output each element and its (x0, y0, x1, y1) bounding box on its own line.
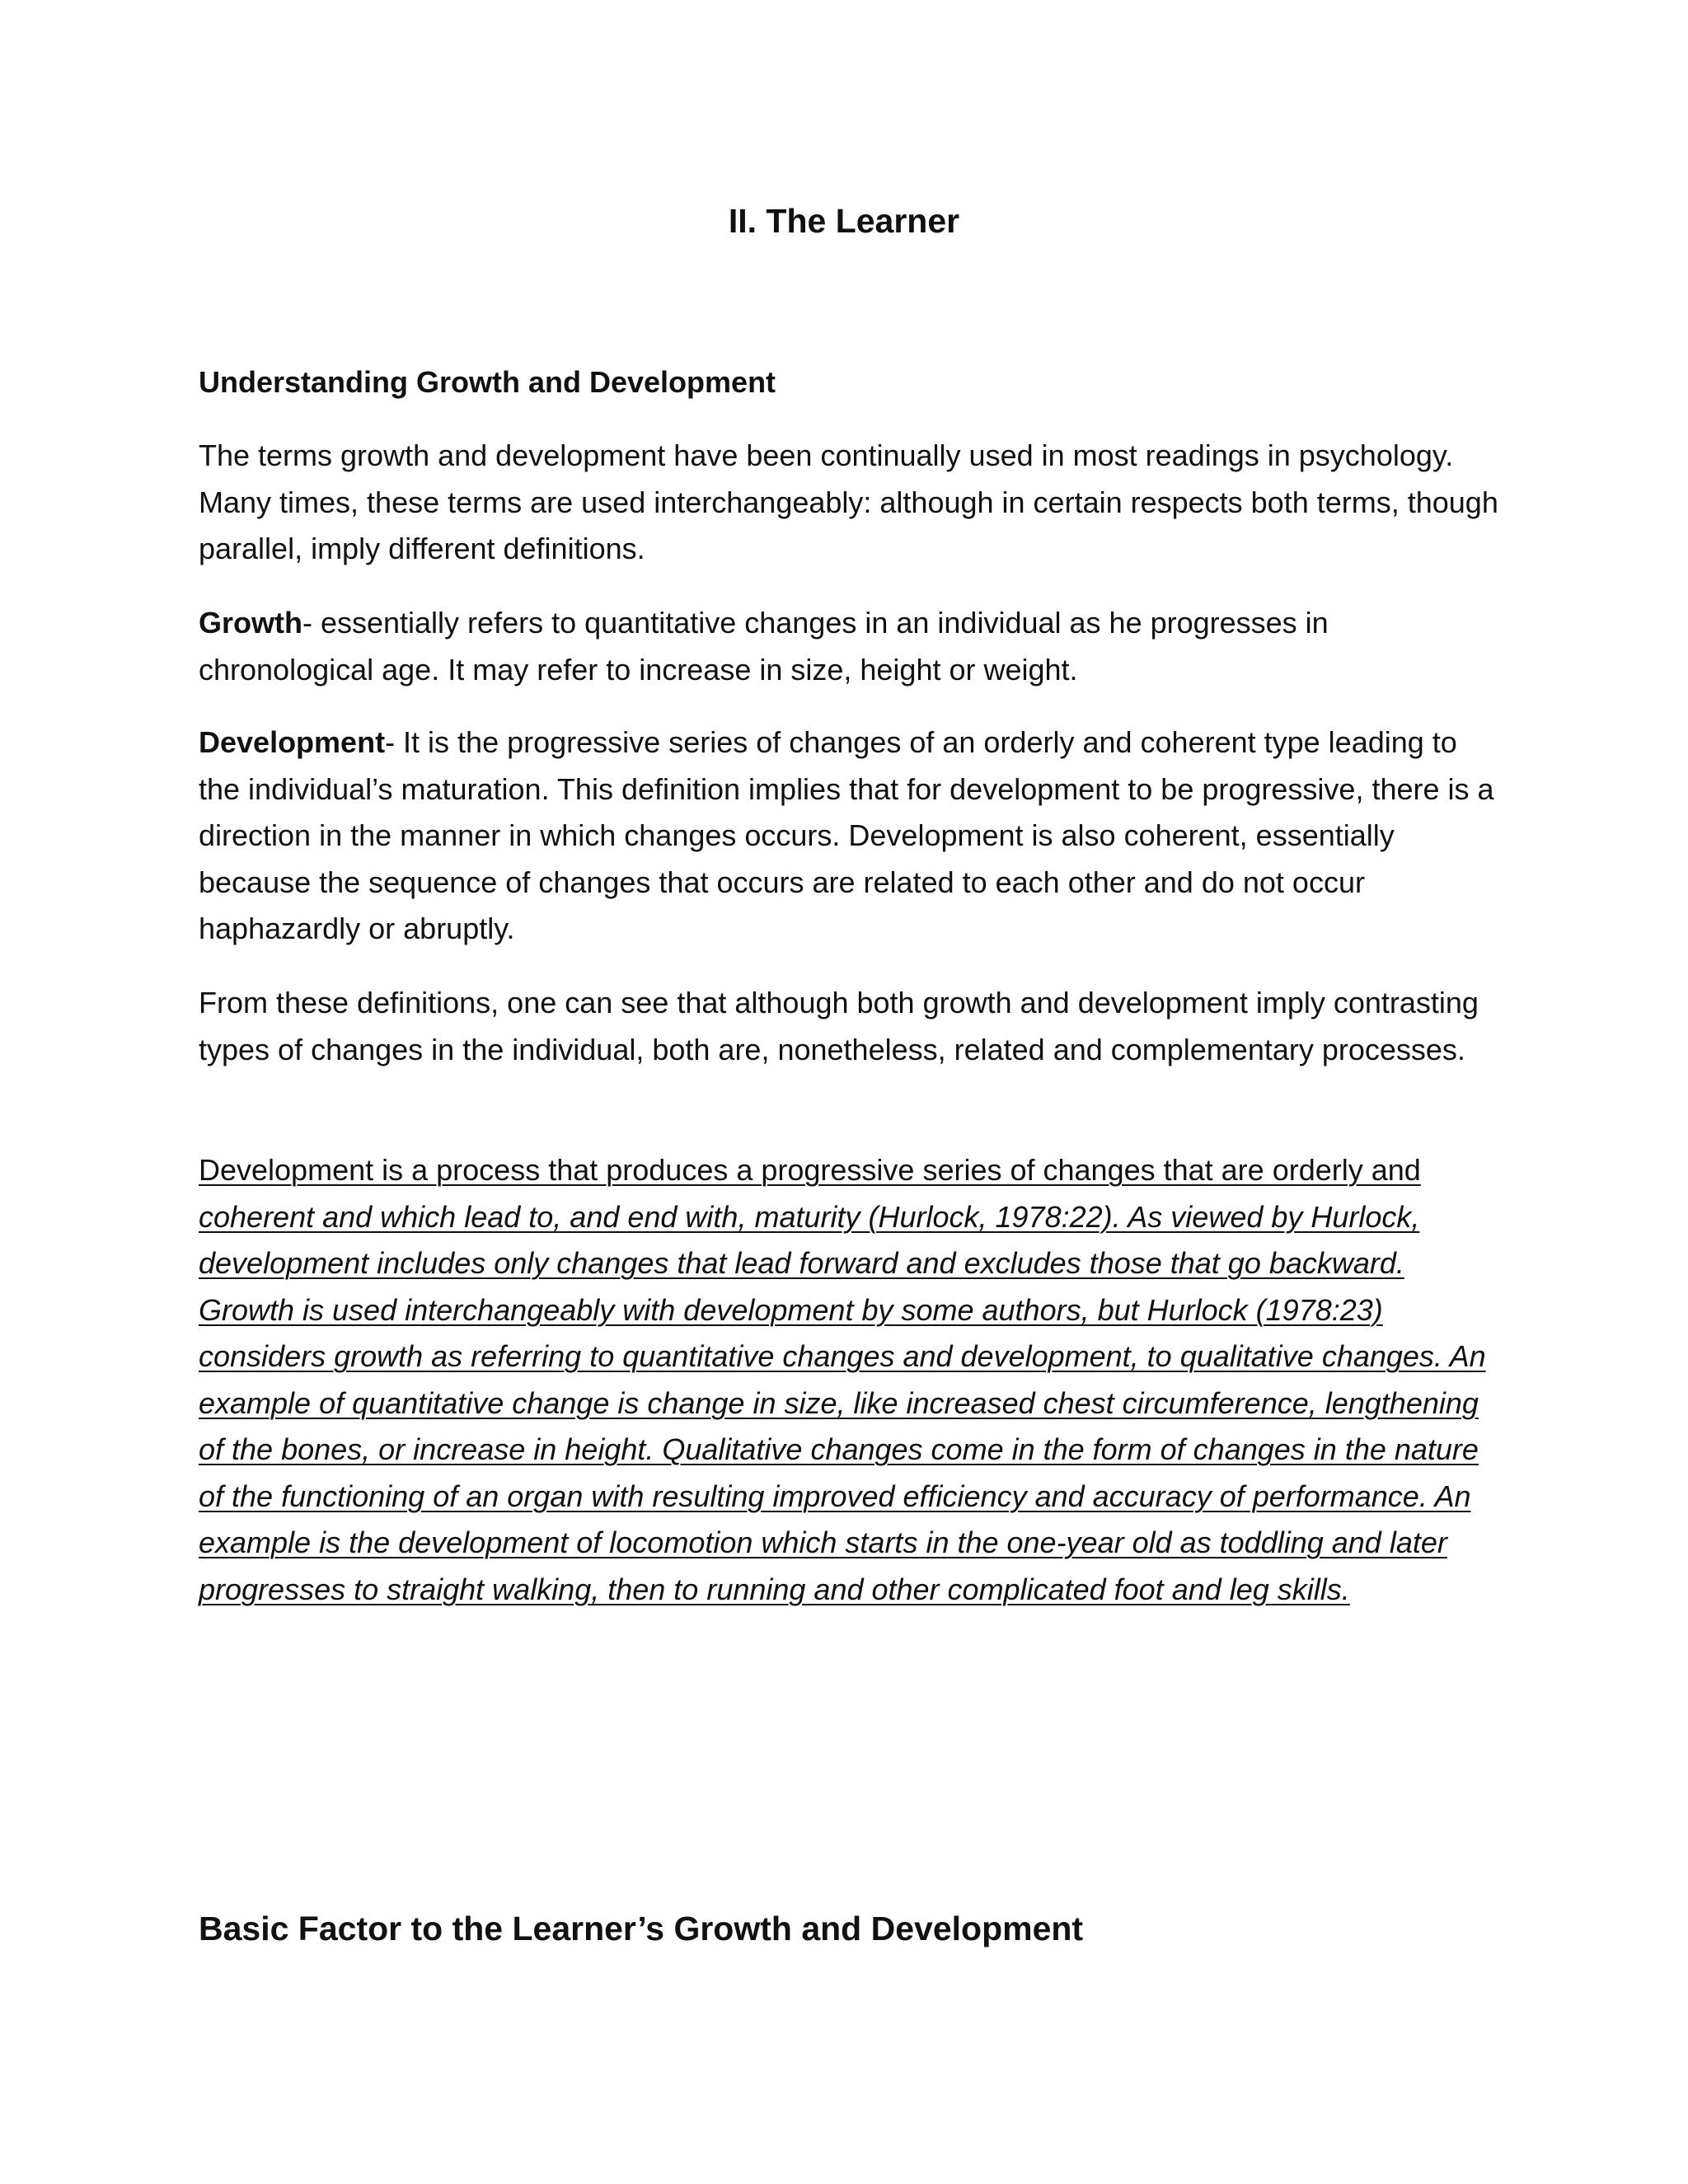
intro-paragraph: The terms growth and development have been continually used in most readings in psychology. Many times, these terms are used interchangeably: although in certain respects both terms, though parallel, imply different definitions. (199, 438, 1498, 565)
growth-term: Growth (199, 606, 302, 640)
comparison-paragraph: From these definitions, one can see that although both growth and development imply contrasting types of changes in the individual, both are, nonetheless, related and complementary processes. (199, 986, 1479, 1066)
development-definition (199, 719, 1501, 953)
growth-text: - essentially refers to quantitative changes in an individual as he progresses in chronological age. It may refer to increase in size, height or weight. (199, 606, 1329, 687)
quote-lead-text: Development is a process that produces a progressive series of changes that are orderly and (199, 1153, 1421, 1187)
growth-definition (199, 600, 1501, 693)
section-subheading: Understanding Growth and Development (199, 365, 776, 399)
hurlock-quote-paragraph (199, 1147, 1501, 1613)
page-title: II. The Learner (728, 202, 960, 240)
development-text: - It is the progressive series of changes of an orderly and coherent type leading to the individual’s maturation. This definition implies that for development to be progressive, there is a direction in the manner in which changes occurs. Development is also coherent, essentially because the sequence of changes that occurs are related to each other and do not occur haphazardly or abruptly. (199, 725, 1494, 945)
section-heading-basic-factor: Basic Factor to the Learner’s Growth and Development (199, 1910, 1084, 1947)
quote-italic-text: coherent and which lead to, and end with, maturity (Hurlock, 1978:22). As viewed by Hurlock, development includes only changes that lead forward and excludes those that go backward. Growth is used interchangeably with development by some authors, but Hurlock (1978:23) considers growth as referring to quantitative changes and development, to qualitative changes. An example of quantitative change is change in size, like increased chest circumference, lengthening of the bones, or increase in height. Qualitative changes come in the form of changes in the nature of the functioning of an organ with resulting improved efficiency and accuracy of performance. An example is the development of locomotion which starts in the one-year old as toddling and later progresses to straight walking, then to running and other complicated foot and leg skills. (199, 1199, 1486, 1606)
development-term: Development (199, 725, 386, 759)
